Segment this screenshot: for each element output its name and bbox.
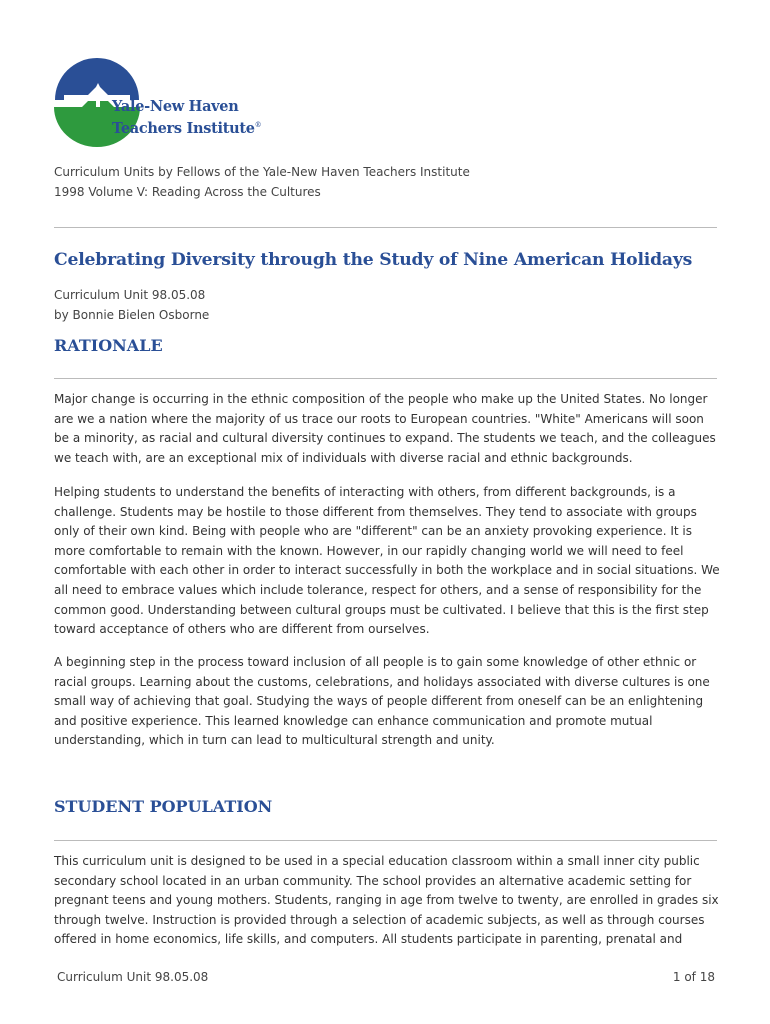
divider	[54, 378, 717, 379]
section-heading-student-population: STUDENT POPULATION	[54, 797, 273, 816]
paragraph: A beginning step in the process toward inclusion of all people is to gain some knowledge of other ethnic or racial groups. Learning about the customs, celebrations, and holidays associated with diverse cultures is one small way of achieving that goal. Studying the ways of people different from oneself can be an enlightening and positive experience. This learned knowledge can enhance communication and promote mutual understanding, which in turn can lead to multicultural strength and unity.	[54, 655, 710, 748]
institute-logo[interactable]	[52, 57, 292, 149]
article-meta	[54, 286, 209, 325]
author: by Bonnie Bielen Osborne	[54, 307, 210, 322]
paragraph: Helping students to understand the benefits of interacting with others, from different backgrounds, is a challenge. Students may be hostile to those different from themselves. They tend to associate with groups only of their own kind. Being with people who are "different" can be an anxiety provoking experience. It is more comfortable to remain with the known. However, in our rapidly changing world we will need to feel comfortable with each other in order to interact successfully in both the workplace and in social situations. We all need to embrace values which include tolerance, respect for others, and a sense of responsibility for the common good. Understanding between cultural groups must be cultivated. I believe that this is the first step toward acceptance of others who are different from ourselves.	[54, 485, 720, 637]
series-title: Curriculum Units by Fellows of the Yale-New Haven Teachers Institute	[54, 165, 470, 179]
logo-line-2: Teachers Institute	[112, 119, 255, 137]
divider	[54, 840, 717, 841]
footer-unit: Curriculum Unit 98.05.08	[57, 970, 209, 984]
paragraph: Major change is occurring in the ethnic composition of the people who make up the United States. No longer are we a nation where the majority of us trace our roots to European countries. "White" Americans will soon be a minority, as racial and cultural diversity continues to expand. The students we teach, and the colleagues we teach with, are an exceptional mix of individuals with diverse racial and ethnic backgrounds.	[54, 392, 716, 465]
page-number: 1 of 18	[672, 970, 715, 984]
logo-line-1: Yale-New Haven	[112, 98, 239, 115]
divider	[54, 227, 717, 228]
unit-number: Curriculum Unit 98.05.08	[54, 288, 206, 302]
publication-header	[54, 163, 470, 202]
article-title: Celebrating Diversity through the Study of Nine American Holidays	[54, 250, 693, 270]
volume-title: 1998 Volume V: Reading Across the Cultures	[54, 184, 321, 199]
registered-mark: ®	[254, 121, 262, 129]
section-heading-rationale: RATIONALE	[54, 336, 163, 355]
paragraph: This curriculum unit is designed to be used in a special education classroom within a small inner city public secondary school located in an urban community. The school provides an alternative academic setting for pregnant teens and young mothers. Students, ranging in age from twelve to twenty, are enrolled in grades six through twelve. Instruction is provided through a selection of academic subjects, as well as through courses offered in home economics, life skills, and computers. All students participate in parenting, prenatal and	[54, 854, 719, 947]
